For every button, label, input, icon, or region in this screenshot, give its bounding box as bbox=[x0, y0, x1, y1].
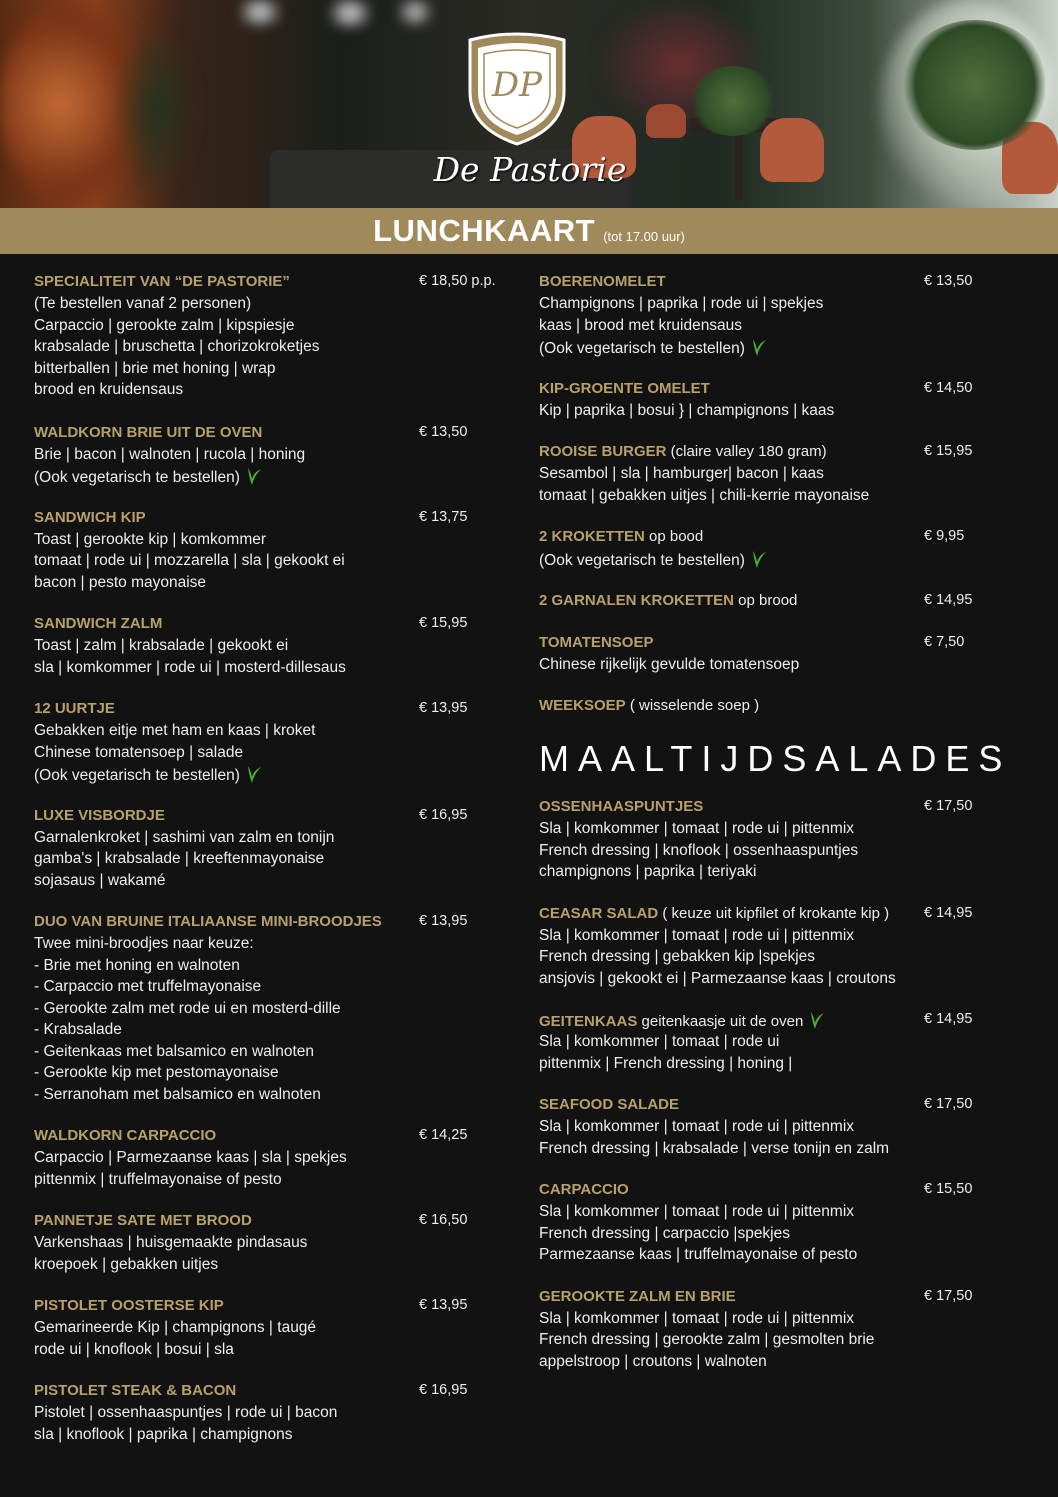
item-description-line: Carpaccio | Parmezaanse kaas | sla | spekjes bbox=[34, 1149, 347, 1166]
leaf-icon bbox=[749, 337, 767, 357]
item-name bbox=[539, 696, 989, 718]
item-description-line: Sla | komkommer | tomaat | rode ui | pittenmix bbox=[539, 1203, 855, 1220]
item-description-line: Pistolet | ossenhaaspuntjes | rode ui | bacon bbox=[34, 1404, 338, 1421]
item-description-line: - Geitenkaas met balsamico en walnoten bbox=[34, 1042, 315, 1060]
menu-item bbox=[34, 1296, 514, 1361]
title-banner bbox=[0, 208, 1058, 254]
menu-item bbox=[539, 633, 989, 677]
item-description-line: appelstroop | croutons | walnoten bbox=[539, 1352, 767, 1370]
leaf-icon bbox=[807, 1010, 825, 1030]
item-price: € 17,50 bbox=[924, 1096, 973, 1112]
item-price: € 14,50 bbox=[924, 379, 973, 396]
menu-item bbox=[539, 591, 989, 613]
menu-column-right bbox=[539, 272, 1012, 1373]
item-description-line: (Te bestellen vanaf 2 personen) bbox=[34, 295, 252, 312]
item-name-text: SEAFOOD SALADE bbox=[539, 1096, 680, 1113]
menu-column-left bbox=[34, 272, 514, 1446]
menu-item bbox=[34, 806, 514, 893]
item-name bbox=[539, 797, 989, 819]
item-description-line: gamba's | krabsalade | kreeftenmayonaise bbox=[34, 850, 325, 867]
item-name-detail: op brood bbox=[734, 591, 798, 609]
item-description-line: pittenmix | French dressing | honing | bbox=[539, 1054, 793, 1072]
menu-item bbox=[539, 1180, 989, 1267]
item-description-line: French dressing | krabsalade | verse tonijn en zalm bbox=[539, 1139, 890, 1157]
item-name-text: WEEKSOEP bbox=[539, 697, 626, 714]
item-description-line: (Ook vegetarisch te bestellen) bbox=[539, 337, 989, 359]
item-description-line: French dressing | knoflook | ossenhaaspuntjes bbox=[539, 841, 859, 859]
item-description-line: - Brie met honing en walnoten bbox=[34, 956, 240, 974]
item-description-line: Parmezaanse kaas | truffelmayonaise of pesto bbox=[539, 1246, 858, 1263]
item-description-line: kaas | brood met kruidensaus bbox=[539, 316, 743, 334]
item-description-line: bitterballen | brie met honing | wrap bbox=[34, 359, 276, 377]
item-name-text: TOMATENSOEP bbox=[539, 633, 654, 651]
item-price: € 16,50 bbox=[419, 1212, 468, 1228]
item-price: € 15,95 bbox=[419, 615, 468, 631]
item-name bbox=[539, 591, 989, 613]
item-description-line: pittenmix | truffelmayonaise of pesto bbox=[34, 1170, 282, 1188]
item-name-detail: geitenkaasje uit de oven bbox=[637, 1013, 804, 1030]
item-name-text: 2 KROKETTEN bbox=[539, 528, 645, 545]
menu-item bbox=[539, 797, 989, 884]
item-description-line: Sla | komkommer | tomaat | rode ui | pittenmix bbox=[539, 1118, 855, 1135]
menu-item bbox=[539, 696, 989, 718]
item-description-line: Chinese rijkelijk gevulde tomatensoep bbox=[539, 655, 800, 673]
item-description-line: - Serranoham met balsamico en walnoten bbox=[34, 1085, 321, 1103]
item-price: € 17,50 bbox=[924, 1287, 973, 1304]
item-description-line: Champignons | paprika | rode ui | spekjes bbox=[539, 295, 824, 312]
item-description-line: sla | knoflook | paprika | champignons bbox=[34, 1425, 293, 1443]
item-name-text: GEITENKAAS bbox=[539, 1013, 638, 1030]
item-description-line: Twee mini-broodjes naar keuze: bbox=[34, 935, 254, 952]
item-price: € 14,95 bbox=[924, 1011, 973, 1027]
item-price: € 13,50 bbox=[419, 423, 468, 440]
item-name-text: BOERENOMELET bbox=[539, 273, 666, 290]
item-name-text: SANDWICH ZALM bbox=[34, 615, 163, 632]
item-description-line: Sla | komkommer | tomaat | rode ui bbox=[539, 1033, 780, 1050]
item-price: € 15,50 bbox=[924, 1181, 973, 1197]
menu-item bbox=[34, 699, 514, 786]
item-description-line: sla | komkommer | rode ui | mosterd-dillesaus bbox=[34, 658, 346, 676]
menu-item bbox=[539, 272, 989, 359]
item-description-line: krabsalade | bruschetta | chorizokroketjes bbox=[34, 338, 320, 355]
crest-monogram-icon bbox=[464, 30, 570, 148]
item-description-line: French dressing | gebakken kip |spekjes bbox=[539, 948, 816, 965]
item-description-line: (Ook vegetarisch te bestellen) bbox=[34, 466, 514, 488]
section-title-salads: MAALTIJDSALADES bbox=[539, 738, 1012, 779]
item-name-text: OSSENHAASPUNTJES bbox=[539, 798, 704, 815]
leaf-icon bbox=[244, 764, 262, 784]
item-description-line: Gebakken eitje met ham en kaas | kroket bbox=[34, 722, 316, 739]
menu-item bbox=[34, 508, 514, 595]
menu-item bbox=[34, 1211, 514, 1276]
item-price: € 13,95 bbox=[419, 913, 468, 929]
item-price: € 17,50 bbox=[924, 798, 973, 814]
item-name-text: 2 GARNALEN KROKETTEN bbox=[539, 591, 735, 609]
item-name-detail: ( keuze uit kipfilet of krokante kip ) bbox=[658, 904, 890, 922]
item-price: € 13,95 bbox=[419, 1297, 468, 1313]
item-description-line: tomaat | rode ui | mozzarella | sla | gekookt ei bbox=[34, 552, 345, 569]
item-name bbox=[539, 904, 989, 926]
item-description-line: Chinese tomatensoep | salade bbox=[34, 743, 244, 761]
page-title: LUNCHKAART bbox=[373, 213, 596, 248]
item-description-line: Toast | gerookte kip | komkommer bbox=[34, 530, 267, 548]
item-price: € 14,25 bbox=[419, 1127, 468, 1143]
menu-item bbox=[34, 1381, 514, 1446]
item-description-line: - Gerookte zalm met rode ui en mosterd-dille bbox=[34, 999, 341, 1017]
leaf-icon bbox=[244, 466, 262, 486]
item-price: € 13,50 bbox=[924, 273, 973, 289]
item-name bbox=[539, 1180, 989, 1202]
item-name bbox=[539, 1010, 989, 1032]
page-subtitle: (tot 17.00 uur) bbox=[603, 229, 685, 244]
item-name-text: CARPACCIO bbox=[539, 1181, 629, 1198]
item-name-text: SPECIALITEIT VAN “DE PASTORIE” bbox=[34, 273, 290, 290]
menu-item bbox=[539, 527, 989, 571]
item-description-line: Varkenshaas | huisgemaakte pindasaus bbox=[34, 1234, 308, 1251]
item-description-line: champignons | paprika | teriyaki bbox=[539, 863, 757, 880]
menu-item bbox=[539, 442, 989, 507]
item-name-text: PANNETJE SATE MET BROOD bbox=[34, 1212, 252, 1229]
menu-item bbox=[34, 912, 514, 1106]
item-description-line: (Ook vegetarisch te bestellen) bbox=[34, 764, 514, 786]
menu-item bbox=[539, 1095, 989, 1160]
item-price: € 13,75 bbox=[419, 508, 468, 525]
item-description-line: Garnalenkroket | sashimi van zalm en tonijn bbox=[34, 828, 335, 846]
menu-item bbox=[34, 423, 514, 488]
item-name-detail: op bood bbox=[644, 528, 704, 545]
item-description-line: Toast | zalm | krabsalade | gekookt ei bbox=[34, 637, 289, 654]
item-name bbox=[539, 1287, 989, 1309]
restaurant-name: De Pastorie bbox=[433, 150, 627, 189]
item-description-line: Sla | komkommer | tomaat | rode ui | pittenmix bbox=[539, 926, 855, 944]
item-name-text: SANDWICH KIP bbox=[34, 508, 146, 526]
item-description-line: Carpaccio | gerookte zalm | kipspiesje bbox=[34, 316, 295, 334]
item-name-text: GEROOKTE ZALM EN BRIE bbox=[539, 1287, 736, 1305]
item-name bbox=[539, 527, 989, 549]
item-name-text: PISTOLET OOSTERSE KIP bbox=[34, 1297, 224, 1314]
item-name-text: ROOISE BURGER bbox=[539, 443, 667, 460]
item-price: € 16,95 bbox=[419, 1382, 468, 1398]
item-description-line: rode ui | knoflook | bosui | sla bbox=[34, 1340, 234, 1358]
item-description-line: brood en kruidensaus bbox=[34, 381, 184, 398]
menu-item bbox=[34, 1126, 514, 1191]
leaf-icon bbox=[749, 549, 767, 569]
item-price: € 15,95 bbox=[924, 443, 973, 459]
item-price: € 13,95 bbox=[419, 700, 468, 716]
item-description-line: Sesambol | sla | hamburger| bacon | kaas bbox=[539, 465, 824, 482]
menu-item bbox=[539, 904, 989, 991]
item-description-line: Kip | paprika | bosui } | champignons | kaas bbox=[539, 401, 835, 419]
item-description-line: Sla | komkommer | tomaat | rode ui | pittenmix bbox=[539, 1309, 855, 1327]
item-description-line: kroepoek | gebakken uitjes bbox=[34, 1255, 219, 1273]
item-description-line: - Gerookte kip met pestomayonaise bbox=[34, 1064, 279, 1081]
item-description-line: Gemarineerde Kip | champignons | taugé bbox=[34, 1319, 317, 1336]
item-description-line: French dressing | carpaccio |spekjes bbox=[539, 1224, 790, 1242]
item-name bbox=[539, 272, 989, 294]
menu-item bbox=[539, 379, 989, 423]
item-name-text: PISTOLET STEAK & BACON bbox=[34, 1382, 237, 1399]
item-price: € 7,50 bbox=[924, 633, 965, 650]
item-description-line: Brie | bacon | walnoten | rucola | honing bbox=[34, 445, 306, 463]
item-description-line: sojasaus | wakamé bbox=[34, 871, 166, 889]
item-name-text: WALDKORN CARPACCIO bbox=[34, 1127, 217, 1144]
item-price: € 14,95 bbox=[924, 591, 973, 608]
item-name-detail: ( wisselende soep ) bbox=[625, 697, 760, 714]
item-name-text: WALDKORN BRIE UIT DE OVEN bbox=[34, 423, 263, 441]
item-price: € 16,95 bbox=[419, 806, 468, 823]
item-description-line: (Ook vegetarisch te bestellen) bbox=[539, 549, 989, 571]
menu-item bbox=[34, 614, 514, 679]
item-description-line: - Krabsalade bbox=[34, 1021, 122, 1038]
item-name-text: 12 UURTJE bbox=[34, 700, 115, 717]
item-name-text: KIP-GROENTE OMELET bbox=[539, 379, 710, 397]
item-name-text: CEASAR SALAD bbox=[539, 904, 659, 922]
menu-item bbox=[539, 1287, 989, 1374]
item-price: € 14,95 bbox=[924, 904, 973, 921]
item-description-line: - Carpaccio met truffelmayonaise bbox=[34, 978, 262, 995]
svg-text:DP: DP bbox=[491, 65, 543, 105]
menu-item bbox=[539, 1010, 989, 1075]
item-description-line: French dressing | gerookte zalm | gesmolten brie bbox=[539, 1331, 875, 1348]
item-description-line: bacon | pesto mayonaise bbox=[34, 573, 207, 591]
item-name bbox=[539, 442, 989, 464]
menu-item bbox=[34, 272, 514, 402]
item-name-text: LUXE VISBORDJE bbox=[34, 806, 165, 824]
item-price: € 18,50 p.p. bbox=[419, 273, 496, 289]
item-name bbox=[539, 1095, 989, 1117]
item-name-text: DUO VAN BRUINE ITALIAANSE MINI-BROODJES bbox=[34, 913, 382, 930]
item-price: € 9,95 bbox=[924, 528, 965, 544]
item-description-line: Sla | komkommer | tomaat | rode ui | pittenmix bbox=[539, 820, 855, 837]
item-name bbox=[539, 633, 989, 655]
item-name bbox=[539, 379, 989, 401]
item-description-line: tomaat | gebakken uitjes | chili-kerrie mayonaise bbox=[539, 486, 870, 504]
item-description-line: ansjovis | gekookt ei | Parmezaanse kaas | croutons bbox=[539, 969, 896, 987]
item-name-detail: (claire valley 180 gram) bbox=[666, 443, 827, 460]
